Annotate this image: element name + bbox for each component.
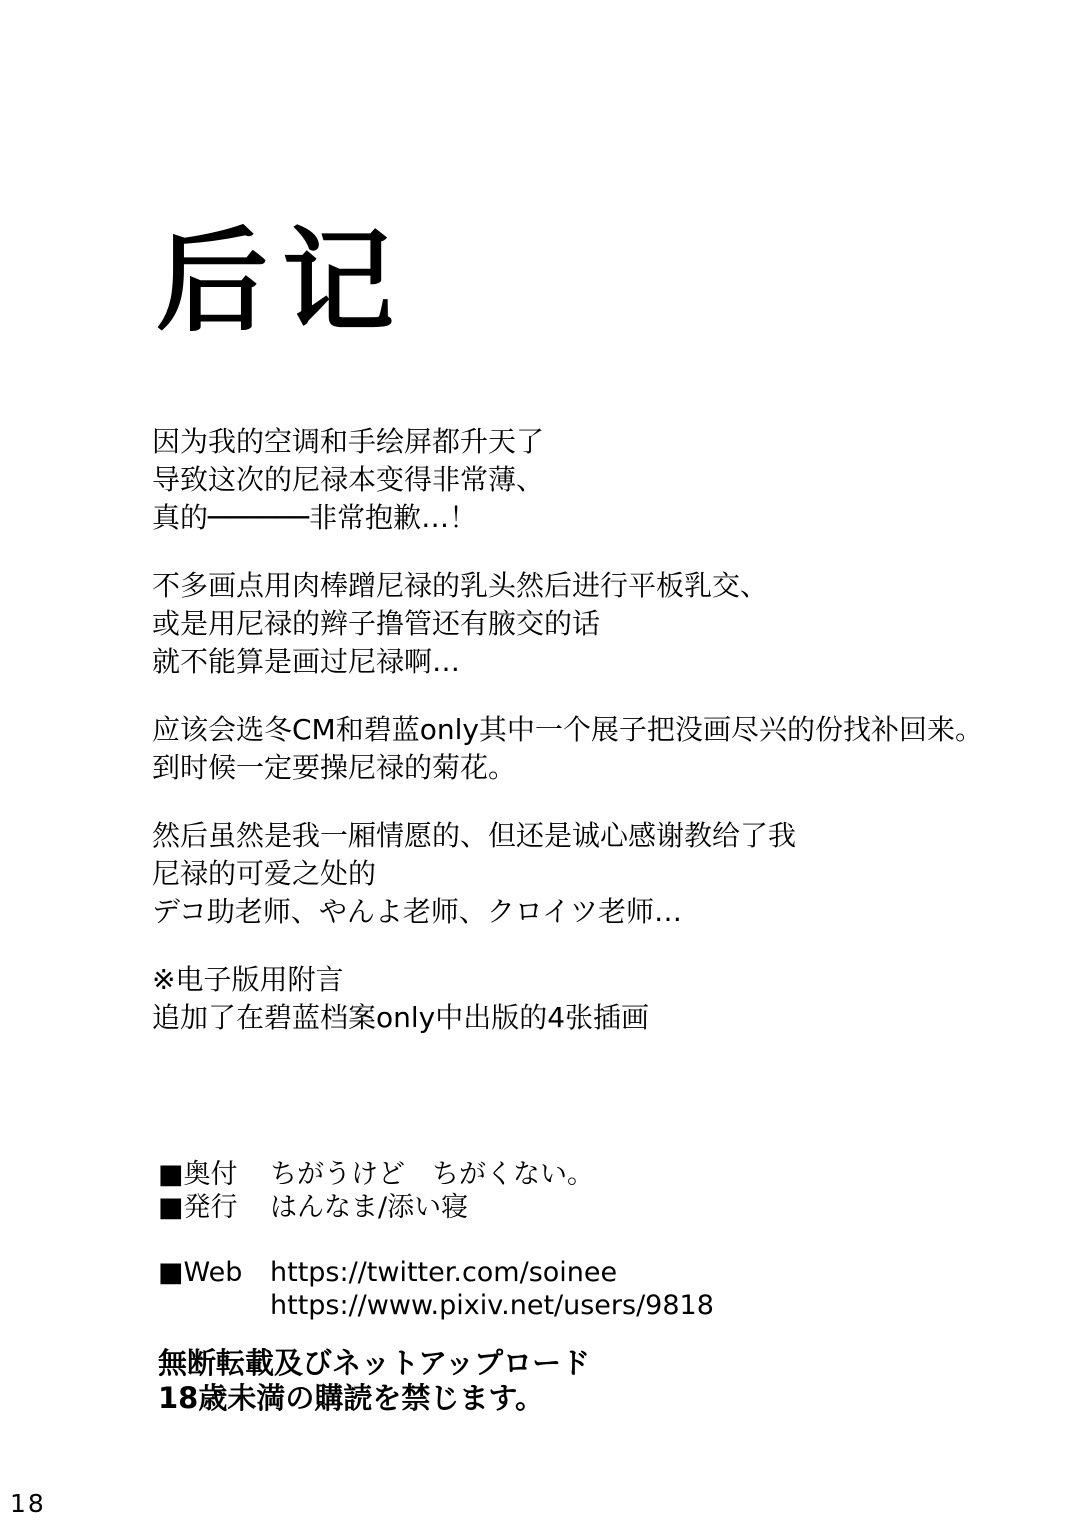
text-line: 到时候一定要操尼禄的菊花。 — [152, 751, 517, 784]
text-line: 导致这次的尼禄本变得非常薄、 — [152, 463, 545, 496]
colophon-row-okuzuke — [158, 1158, 714, 1191]
paragraph — [152, 817, 983, 931]
hakkou-value: はんなま/添い寝 — [270, 1192, 469, 1223]
text-line: 然后虽然是我一厢情愿的、但还是诚心感谢教给了我 — [152, 819, 797, 852]
text-line: 应该会选冬CM和碧蓝only其中一个展子把没画尽兴的份找补回来。 — [152, 713, 983, 746]
afterword-body — [152, 423, 983, 1067]
text-line: 不多画点用肉棒蹭尼禄的乳头然后进行平板乳交、 — [152, 569, 769, 602]
text-line: 或是用尼禄的辫子撸管还有腋交的话 — [152, 607, 601, 640]
text-line: 追加了在碧蓝档案only中出版的4张插画 — [152, 1001, 650, 1034]
text-line: 因为我的空调和手绘屏都升天了 — [152, 425, 545, 458]
colophon-row-web — [158, 1256, 714, 1322]
hakkou-label: ■発行 — [158, 1192, 238, 1223]
paragraph — [152, 567, 983, 681]
text-line: デコ助老师、やんよ老师、クロイツ老师… — [152, 895, 683, 928]
colophon — [158, 1158, 714, 1322]
paragraph — [152, 711, 983, 787]
page-number: 18 — [10, 1489, 46, 1518]
page-title: 后记 — [156, 217, 408, 347]
reproduction-warning — [158, 1346, 590, 1416]
paragraph — [152, 423, 983, 537]
twitter-url: https://twitter.com/soinee — [270, 1257, 618, 1288]
warning-line: 無断転載及びネットアップロード — [158, 1346, 591, 1380]
text-line: 就不能算是画过尼禄啊… — [152, 645, 461, 678]
text-line: 真的──────非常抱歉…！ — [152, 501, 478, 534]
web-urls — [270, 1256, 714, 1322]
paragraph — [152, 961, 983, 1037]
okuzuke-label: ■奥付 — [158, 1159, 238, 1190]
text-line: 尼禄的可爱之处的 — [152, 857, 377, 890]
web-label: ■Web — [158, 1257, 243, 1288]
warning-line: 18歳未満の購読を禁じます。 — [158, 1381, 545, 1415]
okuzuke-value: ちがうけど ちがくない。 — [270, 1159, 594, 1190]
colophon-row-hakkou — [158, 1191, 714, 1224]
pixiv-url: https://www.pixiv.net/users/9818 — [270, 1290, 714, 1321]
text-line: ※电子版用附言 — [152, 963, 344, 996]
